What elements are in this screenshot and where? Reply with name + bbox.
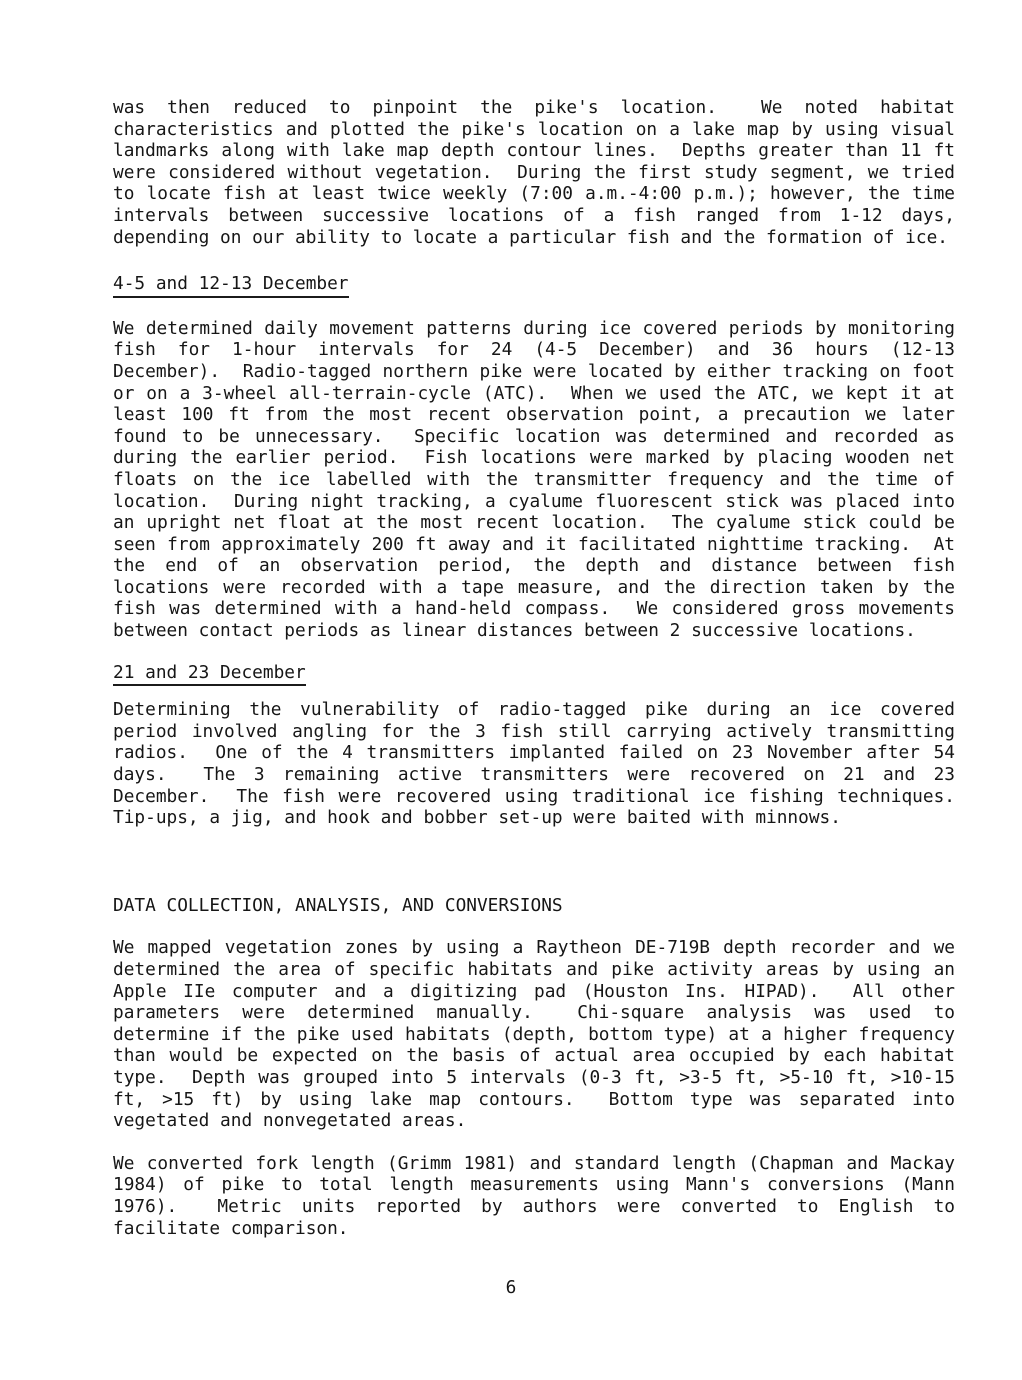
text-line: landmarks along with lake map depth contour lines. Depths greater than 11 ft bbox=[113, 140, 955, 162]
text-line: radios. One of the 4 transmitters implanted failed on 23 November after 54 bbox=[113, 742, 955, 764]
text-line: determine if the pike used habitats (depth, bottom type) at a higher frequency bbox=[113, 1023, 955, 1045]
text-line: vegetated and nonvegetated areas. bbox=[113, 1110, 467, 1132]
text-line: floats on the ice labelled with the transmitter frequency and the time of bbox=[113, 468, 955, 490]
text-line: ft, >15 ft) by using lake map contours. Bottom type was separated into bbox=[113, 1088, 955, 1110]
text-line: December). Radio-tagged northern pike were located by either tracking on foot bbox=[113, 360, 955, 382]
text-line: December. The fish were recovered using traditional ice fishing techniques. bbox=[113, 785, 955, 807]
text-line: or on a 3-wheel all-terrain-cycle (ATC). When we used the ATC, we kept it at bbox=[113, 382, 955, 404]
text-line: an upright net float at the most recent location. The cyalume stick could be bbox=[113, 512, 955, 534]
text-line: to locate fish at least twice weekly (7:00 a.m.-4:00 p.m.); however, the time bbox=[113, 183, 955, 205]
subsection-heading-4-5-and-12-13-december bbox=[113, 273, 955, 298]
text-line: depending on our ability to locate a particular fish and the formation of ice. bbox=[113, 226, 949, 248]
text-line: were considered without vegetation. During the first study segment, we tried bbox=[113, 161, 955, 183]
subsection-heading-21-and-23-december bbox=[113, 662, 955, 687]
section-heading-data-collection bbox=[113, 895, 955, 917]
text-line: days. The 3 remaining active transmitters were recovered on 21 and 23 bbox=[113, 764, 955, 786]
underlined-heading-text: 4-5 and 12-13 December bbox=[113, 273, 349, 298]
text-line: the end of an observation period, the depth and distance between fish bbox=[113, 555, 955, 577]
paragraph-length-conversions bbox=[113, 1153, 955, 1239]
text-line: Tip-ups, a jig, and hook and bobber set-up were baited with minnows. bbox=[113, 807, 841, 829]
text-line: Determining the vulnerability of radio-tagged pike during an ice covered bbox=[113, 699, 955, 721]
paragraph-vulnerability-angling bbox=[113, 699, 955, 829]
text-line: seen from approximately 200 ft away and it facilitated nighttime tracking. At bbox=[113, 533, 955, 555]
text-line: We mapped vegetation zones by using a Raytheon DE-719B depth recorder and we bbox=[113, 937, 955, 959]
text-line: 1976). Metric units reported by authors were converted to English to bbox=[113, 1195, 955, 1217]
text-line: least 100 ft from the most recent observation point, a precaution we later bbox=[113, 404, 955, 426]
text-line: location. During night tracking, a cyalume fluorescent stick was placed into bbox=[113, 490, 955, 512]
text-line: facilitate comparison. bbox=[113, 1217, 349, 1239]
text-line: characteristics and plotted the pike's location on a lake map by using visual bbox=[113, 118, 955, 140]
text-line: We determined daily movement patterns during ice covered periods by monitoring bbox=[113, 317, 955, 339]
text-line: intervals between successive locations of a fish ranged from 1-12 days, bbox=[113, 204, 955, 226]
page-number: 6 bbox=[505, 1277, 517, 1298]
text-line: was then reduced to pinpoint the pike's location. We noted habitat bbox=[113, 97, 955, 118]
text-line: Apple IIe computer and a digitizing pad (Houston Ins. HIPAD). All other bbox=[113, 980, 955, 1002]
text-line: We converted fork length (Grimm 1981) and standard length (Chapman and Mackay bbox=[113, 1152, 955, 1174]
section-heading-text: DATA COLLECTION, ANALYSIS, AND CONVERSIONS bbox=[113, 894, 563, 916]
text-line: found to be unnecessary. Specific location was determined and recorded as bbox=[113, 425, 955, 447]
text-line: between contact periods as linear distances between 2 successive locations. bbox=[113, 620, 916, 642]
underlined-heading-text: 21 and 23 December bbox=[113, 662, 306, 687]
text-line: locations were recorded with a tape measure, and the direction taken by the bbox=[113, 576, 955, 598]
text-line: than would be expected on the basis of actual area occupied by each habitat bbox=[113, 1045, 955, 1067]
text-line: type. Depth was grouped into 5 intervals (0-3 ft, >3-5 ft, >5-10 ft, >10-15 bbox=[113, 1066, 955, 1088]
paragraph-tracking-methods bbox=[113, 97, 955, 248]
paragraph-data-collection-methods bbox=[113, 937, 955, 1131]
text-line: fish was determined with a hand-held compass. We considered gross movements bbox=[113, 598, 955, 620]
text-line: parameters were determined manually. Chi-square analysis was used to bbox=[113, 1002, 955, 1024]
text-line: fish for 1-hour intervals for 24 (4-5 December) and 36 hours (12-13 bbox=[113, 339, 955, 361]
text-line: 1984) of pike to total length measurements using Mann's conversions (Mann bbox=[113, 1174, 955, 1196]
paragraph-daily-movement bbox=[113, 318, 955, 642]
text-line: determined the area of specific habitats and pike activity areas by using an bbox=[113, 959, 955, 980]
page-content bbox=[113, 97, 955, 1239]
text-line: period involved angling for the 3 fish still carrying actively transmitting bbox=[113, 720, 955, 742]
text-line: during the earlier period. Fish locations were marked by placing wooden net bbox=[113, 447, 955, 469]
